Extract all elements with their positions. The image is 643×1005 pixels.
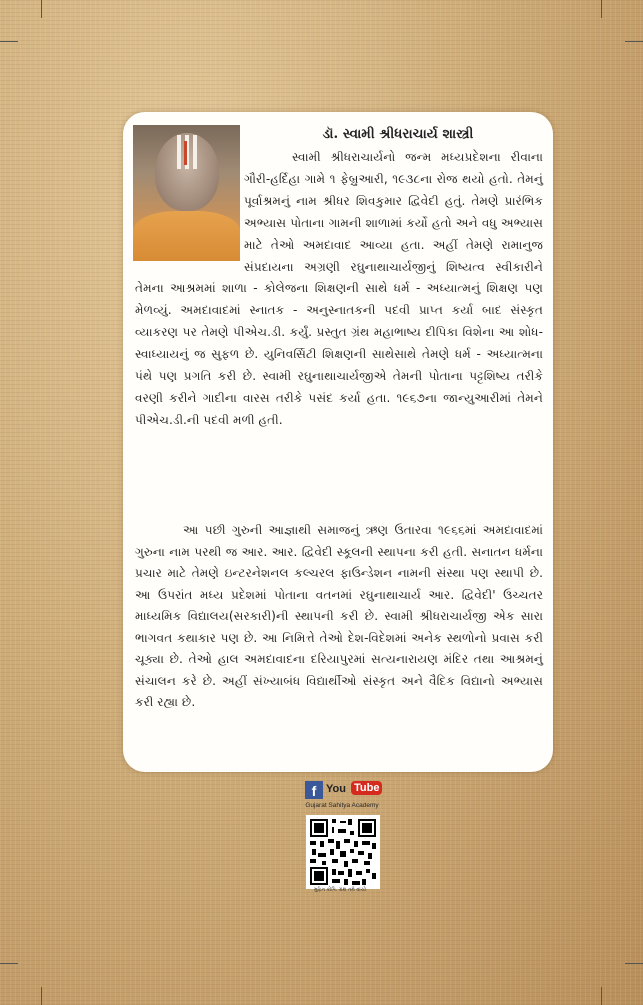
paragraph-2-text: આ પછી ગુરુની આજ્ઞાથી સમાજનું ઋણ ઉતારવા ૧૯૬૬માં અમદાવાદમાં ગુરુના નામ પરથી જ આર. આર. દ્વિવેદી સ્કૂલની સ્થાપના કરી હતી. સનાતન ધર્મના પ્રચાર માટે તેમણે ઇન્ટરનેશનલ કલ્ચરલ ફાઉન્ડેશન નામની સંસ્થા પણ સ્થાપી છે. આ ઉપરાંત મધ્ય પ્રદેશમાં પોતાના વતનમાં રઘુનાથાચાર્ય આર. દ્વિવેદી' ઉચ્ચતર માધ્યમિક વિદ્યાલય(સરકારી)ની સ્થાપની કરી છે. સ્વામી શ્રીધરાચાર્યજી એક સારા ભાગવત કથાકાર પણ છે. આ નિમિત્તે તેઓ દેશ-વિદેશમાં અનેક સ્થળોનો પ્રવાસ કરી ચૂક્યા છે. તેઓ હાલ અમદાવાદના દરિયાપુરમાં સત્યનારાયણ મંદિર તથા આશ્રમનું સંચાલન કરે છે. અહીં સંખ્યાબંધ વિદ્યાર્થીઓ સંસ્કૃત અને વૈદિક વિદ્યાનો અભ્યાસ કરી રહ્યા છે.	[135, 523, 543, 709]
photo-float-gap	[135, 147, 244, 277]
qr-code-graphic	[308, 817, 378, 887]
academy-name: Gujarat Sahitya Academy	[305, 802, 379, 809]
crop-mark	[0, 41, 18, 42]
crop-mark	[601, 987, 602, 1005]
crop-mark	[0, 963, 18, 964]
youtube-logo-tube: Tube	[351, 781, 382, 795]
facebook-icon: f	[305, 781, 323, 799]
biography-card	[123, 112, 553, 772]
biography-paragraph-2	[135, 520, 543, 714]
crop-mark	[41, 987, 42, 1005]
biography-paragraph-1	[135, 147, 543, 432]
social-logos	[305, 781, 379, 803]
crop-mark	[41, 0, 42, 18]
qr-code	[306, 815, 380, 889]
crop-mark	[601, 0, 602, 18]
author-name-heading: ડૉ. સ્વામી શ્રીધરાચાર્ય શાસ્ત્રી	[322, 126, 474, 142]
qr-caption: મુદ્રિત કોપિ. ગ્રંથ તમે વાંચો	[314, 887, 366, 893]
crop-mark	[625, 41, 643, 42]
crop-mark	[625, 963, 643, 964]
youtube-logo-you: You	[326, 783, 346, 795]
paragraph-1-text: સ્વામી શ્રીધરાચાર્યનો જન્મ મધ્યપ્રદેશના રીવાના ગૌરી-હર્દિહા ગામે ૧ ફેબ્રુઆરી, ૧૯૩૮ના રોજ થયો હતો. તેમનું પૂર્વાશ્રમનું નામ શ્રીધર શિવકુમાર દ્વિવેદી હતું. તેમણે પ્રારંભિક અભ્યાસ પોતાના ગામની શાળામાં કર્યો હતો અને વધુ અભ્યાસ માટે તેઓ અમદાવાદ આવ્યા હતા. અહીં તેમણે રામાનુજ સંપ્રદાયના અગ્રણી રઘુનાથાચાર્યજીનું શિષ્યત્વ સ્વીકારીને તેમના આશ્રમમાં શાળા - કોલેજના શિક્ષણની સાથે ધર્મ - અધ્યાત્મનું શિક્ષણ પણ મેળવ્યું. અમદાવાદમાં સ્નાતક - અનુસ્નાતકની પદવી પ્રાપ્ત કર્યા બાદ સંસ્કૃત વ્યાકરણ પર તેમણે પીએચ.ડી. કર્યું. પ્રસ્તુત ગ્રંથ મહાભાષ્ય દીપિકા વિશેના આ શોધ-સ્વાધ્યાયનું જ સુફળ છે. યુનિવર્સિટી શિક્ષણની સાથેસાથે તેમણે ધર્મ - અધ્યાત્મના પંથે પણ પ્રગતિ કરી છે. સ્વામી રઘુનાથાચાર્યજીએ તેમની પોતાના પટ્ટશિષ્ય તરીકે વરણી કરીને ગાદીના વારસ તરીકે પસંદ કર્યા હતા. ૧૯૬૭ના જાન્યુઆરીમાં તેમને પીએચ.ડી.ની પદવી મળી હતી.	[135, 150, 543, 427]
